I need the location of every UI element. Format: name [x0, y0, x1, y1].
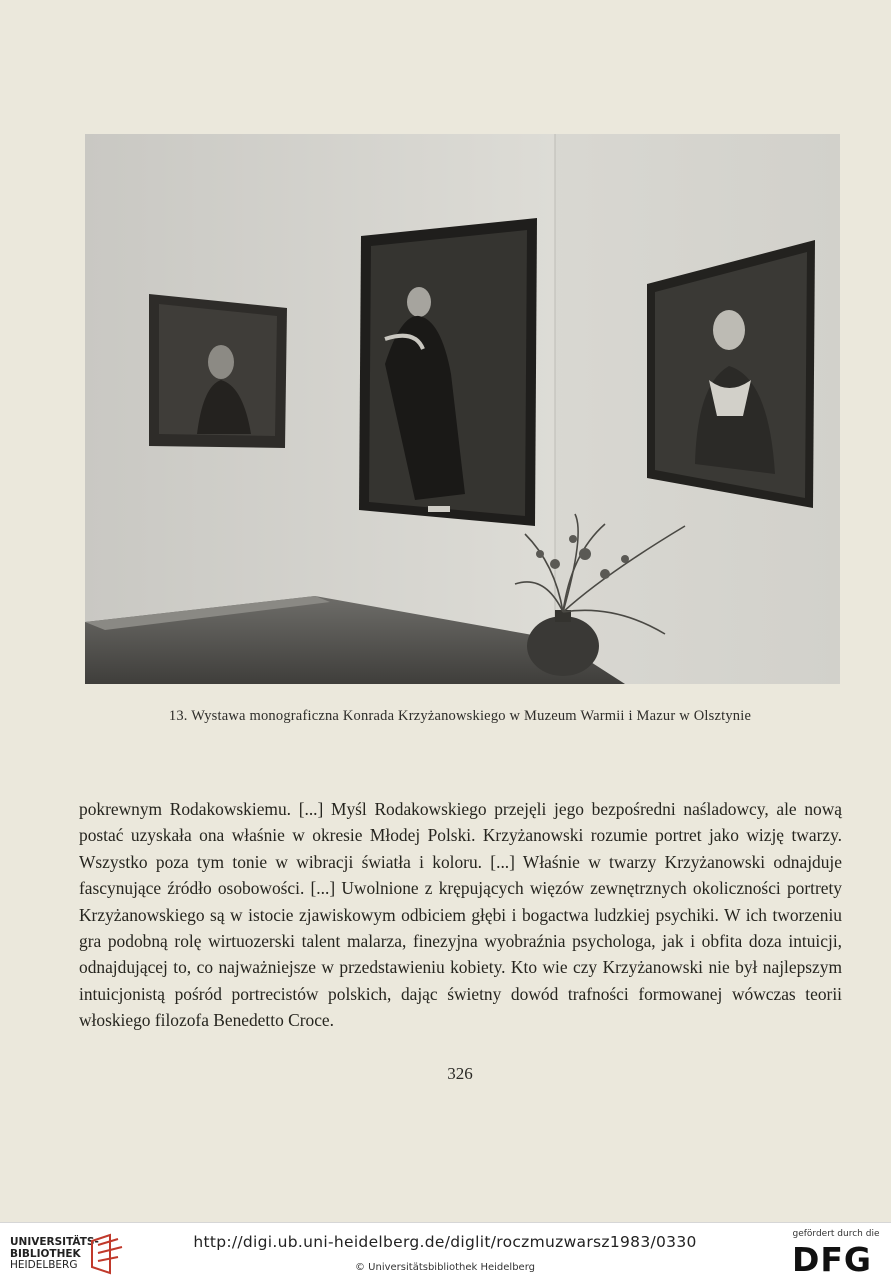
- painting-center: [359, 218, 537, 526]
- document-url-link[interactable]: http://digi.ub.uni-heidelberg.de/diglit/roczmuzwarsz1983/0330: [193, 1233, 697, 1251]
- dfg-logo[interactable]: DFG: [792, 1240, 873, 1279]
- library-logo-text[interactable]: [10, 1237, 99, 1272]
- footer-bar: [0, 1222, 891, 1285]
- body-paragraph: pokrewnym Rodakowskiemu. [...] Myśl Rodakowskiego przejęli jego bezpośredni naśladowcy, ale nową postać uzyskała ona właśnie w okresie Młodej Polski. Krzyżanowski rozumie portret jako wizję twarzy. Wszystko poza tym tonie w wibracji światła i koloru. [...] Właśnie w twarzy Krzyżanowski odnajduje fascynujące źródło osobowości. [...] Uwolnione z krępujących więzów zewnętrznych okoliczności portrety Krzyżanowskiego są w istocie zjawiskowym odbiciem głębi i bogactwa ludzkiej psychiki. W ich tworzeniu gra podobną rolę wirtuozerski talent malarza, finezyjna wyobraźnia psychologa, jak i obfita doza intuicji, odnajdującej to, co najważniejsze w przedstawieniu kobiety. Kto wie czy Krzyżanowski nie był najlepszym intuicjonistą pośród portrecistów polskich, dając świetny dowód trafności formowanej wówczas teorii włoskiego filozofa Benedetto Croce.: [79, 799, 842, 1031]
- painting-left: [149, 294, 287, 448]
- painting-right: [647, 240, 815, 508]
- figure-caption: 13. Wystawa monograficzna Konrada Krzyżanowskiego w Muzeum Warmii i Mazur w Olsztynie: [168, 708, 752, 724]
- library-name-line2: BIBLIOTHEK: [10, 1247, 81, 1260]
- page-number: 326: [447, 1064, 473, 1083]
- exhibition-photo: [85, 134, 840, 684]
- library-name-line3: HEIDELBERG: [10, 1259, 78, 1271]
- library-logo-icon: [88, 1231, 126, 1281]
- library-name-line1: UNIVERSITÄTS-: [10, 1236, 99, 1248]
- funding-note: gefördert durch die: [792, 1229, 880, 1239]
- copyright-notice: © Universitätsbibliothek Heidelberg: [354, 1262, 535, 1273]
